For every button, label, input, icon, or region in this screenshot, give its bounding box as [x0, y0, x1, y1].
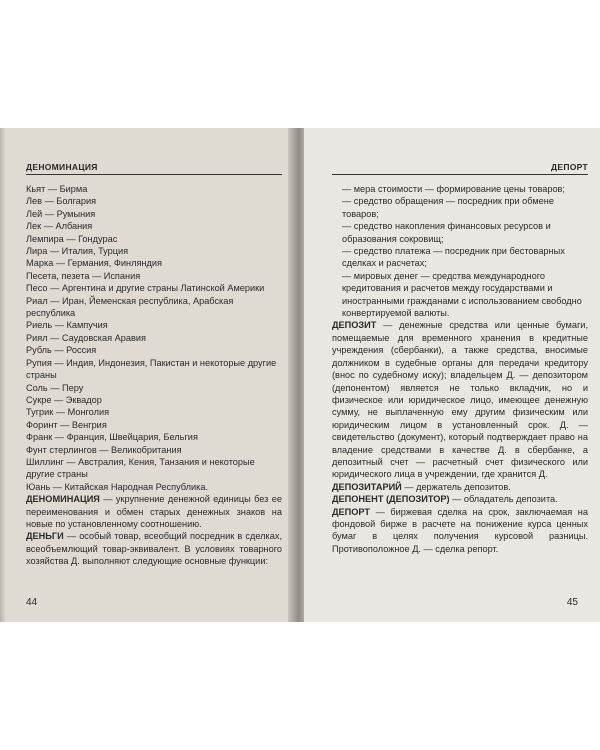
currency-item: Песо — Аргентина и другие страны Латинской Америки	[26, 283, 265, 294]
entry-deposit	[332, 319, 588, 480]
entry-definition: — обладатель депозита.	[449, 494, 558, 505]
entry-dengi	[26, 530, 282, 567]
currency-item: Тугрик — Монголия	[26, 407, 110, 418]
currency-item: Песета, пезета — Испания	[26, 270, 141, 281]
entry-denomination	[26, 493, 282, 530]
currency-item: Форинт — Венгрия	[26, 419, 107, 430]
currency-item: Риал — Иран, Йеменская республика, Арабская республика	[26, 295, 234, 319]
left-page-edge	[0, 128, 6, 622]
right-page	[304, 128, 600, 622]
currency-item: Риял — Саудовская Аравия	[26, 332, 146, 343]
entry-depositary	[332, 481, 588, 493]
left-body	[26, 183, 282, 568]
entry-term: ДЕНЬГИ	[26, 531, 64, 542]
currency-list	[26, 183, 282, 493]
currency-item: Риель — Кампучия	[26, 320, 108, 331]
entry-term: ДЕНОМИНАЦИЯ	[26, 494, 100, 505]
currency-item: Фунт стерлингов — Великобритания	[26, 444, 182, 455]
function-item: — средство накопления финансовых ресурсов и образования сокровищ;	[342, 221, 551, 244]
function-item: — мера стоимости — формирование цены товаров;	[342, 184, 565, 194]
entry-definition: — биржевая сделка на срок, заключаемая на фондовой бирже в расчете на понижение курса ценных бумаг в целях получения курсовой разницы. Противоположное Д. — сделка репорт.	[332, 506, 588, 554]
currency-item: Марка — Германия, Финляндия	[26, 258, 162, 269]
currency-item: Рупия — Индия, Индонезия, Пакистан и некоторые другие страны	[26, 357, 277, 381]
currency-item: Лек — Албания	[26, 221, 93, 232]
currency-item: Лев — Болгария	[26, 196, 97, 207]
entry-term: ДЕПОЗИТ	[332, 320, 377, 331]
entry-term: ДЕПОРТ	[332, 506, 371, 517]
function-item: — средство платежа — посредник при бестоварных сделках и расчетах;	[342, 246, 565, 269]
currency-item: Юань — Китайская Народная Республика.	[26, 481, 208, 492]
currency-item: Лемпира — Гондурас	[26, 233, 118, 244]
entry-deponent	[332, 493, 588, 505]
left-page	[0, 128, 296, 622]
currency-item: Франк — Франция, Швейцария, Бельгия	[26, 432, 198, 443]
function-item: — средство обращения — посредник при обмене товаров;	[342, 196, 554, 219]
entry-definition: — укрупнение денежной единицы без ее переименования и обмен старых денежных знаков на новые по установленному соотношению.	[26, 494, 282, 529]
entry-deport	[332, 506, 588, 556]
book-spread	[0, 128, 600, 622]
currency-item: Кьят — Бирма	[26, 184, 88, 194]
entry-definition: — денежные средства или ценные бумаги, помещаемые для временного хранения в кредитные учреждения (сбербанки), а также средства, вносимые должником в судебные органы для передачи кредитору (внос по судебному иску); владельцем Д. — депозитором (депонентом) является не только вкладчик, но и физическое или юридическое лицо, имеющее денежную сумму, не выплаченную ему другим физическим или юридическим лицом в установленный срок. Д. — свидетельство (документ), который подтверждает право на владение средствами в качестве Д. в сбербанке, а депозитный счет — расчетный счет физического или юридического лица в учреждении, где хранится Д.	[332, 320, 588, 480]
currency-item: Шиллинг — Австралия, Кения, Танзания и некоторые другие страны	[26, 456, 255, 480]
function-item: — мировых денег — средства международного кредитования и расчетов между государствами и иностранными гражданами с использованием свободно конвертируемой валюты.	[342, 270, 582, 319]
currency-item: Сукре — Эквадор	[26, 394, 102, 405]
entry-definition: — особый товар, всеобщий посредник в сделках, всеобъемлющий товар-эквивалент. В условиях товарного хозяйства Д. выполняют следующие основные функции:	[26, 531, 282, 567]
currency-item: Рубль — Россия	[26, 345, 97, 356]
currency-item: Соль — Перу	[26, 382, 84, 393]
page-number-right: 45	[566, 597, 578, 608]
right-body	[332, 183, 588, 555]
page-number-left: 44	[26, 597, 38, 608]
entry-definition: — держатель депозитов.	[401, 481, 511, 492]
entry-term: ДЕПОЗИТАРИЙ	[332, 481, 402, 492]
currency-item: Лира — Италия, Турция	[26, 246, 129, 257]
entry-term: ДЕПОНЕНТ (ДЕПОЗИТОР)	[332, 494, 450, 505]
right-running-head: ДЕПОРТ	[332, 162, 588, 175]
left-running-head: ДЕНОМИНАЦИЯ	[26, 162, 282, 175]
money-functions-list	[332, 183, 588, 319]
currency-item: Лей — Румыния	[26, 208, 96, 219]
